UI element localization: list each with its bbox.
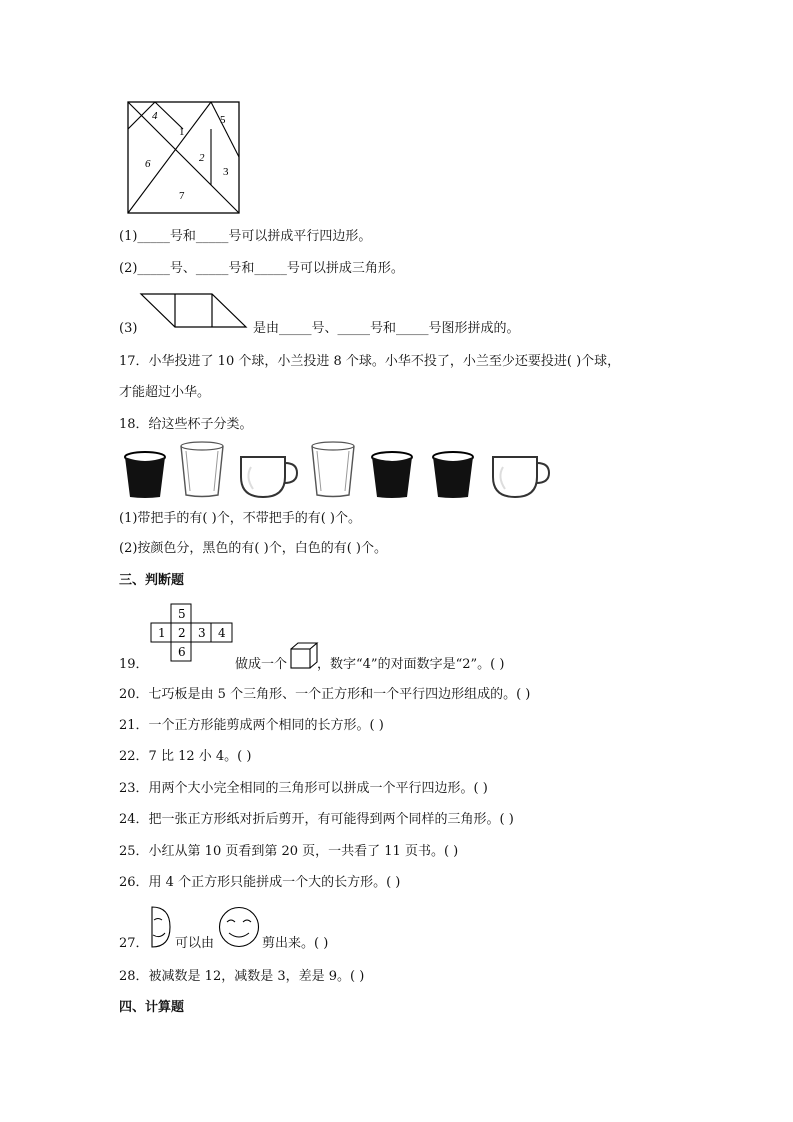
glass-icon <box>310 441 356 499</box>
white-mug-icon <box>491 453 551 499</box>
tangram-label-1: 1 <box>179 126 185 138</box>
tangram-label-3: 3 <box>223 166 229 178</box>
net-face-1: 1 <box>158 626 166 640</box>
q18-part1: (1)带把手的有( )个，不带把手的有( )个。 <box>119 511 361 526</box>
q18-title: 18．给这些杯子分类。 <box>119 417 253 432</box>
q28: 28．被减数是 12，减数是 3，差是 9。( ) <box>119 969 365 984</box>
black-cup-icon <box>369 451 415 499</box>
q19-prefix: 19． <box>119 657 149 672</box>
q19-suffix: ，数字“4”的对面数字是“2”。( ) <box>317 657 505 672</box>
q18-part2: (2)按颜色分，黑色的有( )个，白色的有( )个。 <box>119 541 387 556</box>
q16-part3-prefix: (3) <box>119 321 138 336</box>
net-face-3: 3 <box>198 626 206 640</box>
tangram-label-2: 2 <box>199 152 205 164</box>
tangram-label-4: 4 <box>152 110 158 122</box>
parallelogram-figure <box>140 293 248 329</box>
half-face-icon <box>150 906 172 948</box>
q16-part3-text: 是由_____号、_____号和_____号图形拼成的。 <box>253 321 520 336</box>
section-title-judgement: 三、判断题 <box>119 573 185 588</box>
net-face-top: 5 <box>178 607 186 621</box>
net-face-2: 2 <box>178 626 186 640</box>
q26: 26．用 4 个正方形只能拼成一个大的长方形。( ) <box>119 875 401 890</box>
q27-mid: 可以由 <box>175 936 215 951</box>
q21: 21．一个正方形能剪成两个相同的长方形。( ) <box>119 718 384 733</box>
tangram-label-5: 5 <box>220 114 226 126</box>
net-face-bottom: 6 <box>178 645 186 659</box>
tangram-label-6: 6 <box>145 158 151 170</box>
black-cup-icon <box>430 451 476 499</box>
tangram-figure <box>127 101 241 215</box>
q27-prefix: 27． <box>119 936 149 951</box>
smiley-face-icon <box>218 906 260 948</box>
q23: 23．用两个大小完全相同的三角形可以拼成一个平行四边形。( ) <box>119 781 488 796</box>
tangram-label-7: 7 <box>179 190 185 202</box>
q19-mid: 做成一个 <box>235 657 288 672</box>
q16-part1: (1)_____号和_____号可以拼成平行四边形。 <box>119 229 372 244</box>
q24: 24．把一张正方形纸对折后剪开，有可能得到两个同样的三角形。( ) <box>119 812 514 827</box>
q17-line1: 17．小华投进了 10 个球，小兰投进 8 个球。小华不投了，小兰至少还要投进( )个球， <box>119 354 621 369</box>
q20: 20．七巧板是由 5 个三角形、一个正方形和一个平行四边形组成的。( ) <box>119 687 531 702</box>
net-face-4: 4 <box>218 626 226 640</box>
q25: 25．小红从第 10 页看到第 20 页，一共看了 11 页书。( ) <box>119 844 459 859</box>
q22: 22．7 比 12 小 4。( ) <box>119 749 252 764</box>
cube-net-figure <box>150 603 234 663</box>
q17-line2: 才能超过小华。 <box>119 385 211 400</box>
q16-part2: (2)_____号、_____号和_____号可以拼成三角形。 <box>119 261 404 276</box>
glass-icon <box>179 441 225 499</box>
cube-icon <box>290 642 318 670</box>
white-mug-icon <box>239 453 299 499</box>
q27-suffix: 剪出来。( ) <box>262 936 329 951</box>
section-title-calculation: 四、计算题 <box>119 1000 185 1015</box>
black-cup-icon <box>122 451 168 499</box>
